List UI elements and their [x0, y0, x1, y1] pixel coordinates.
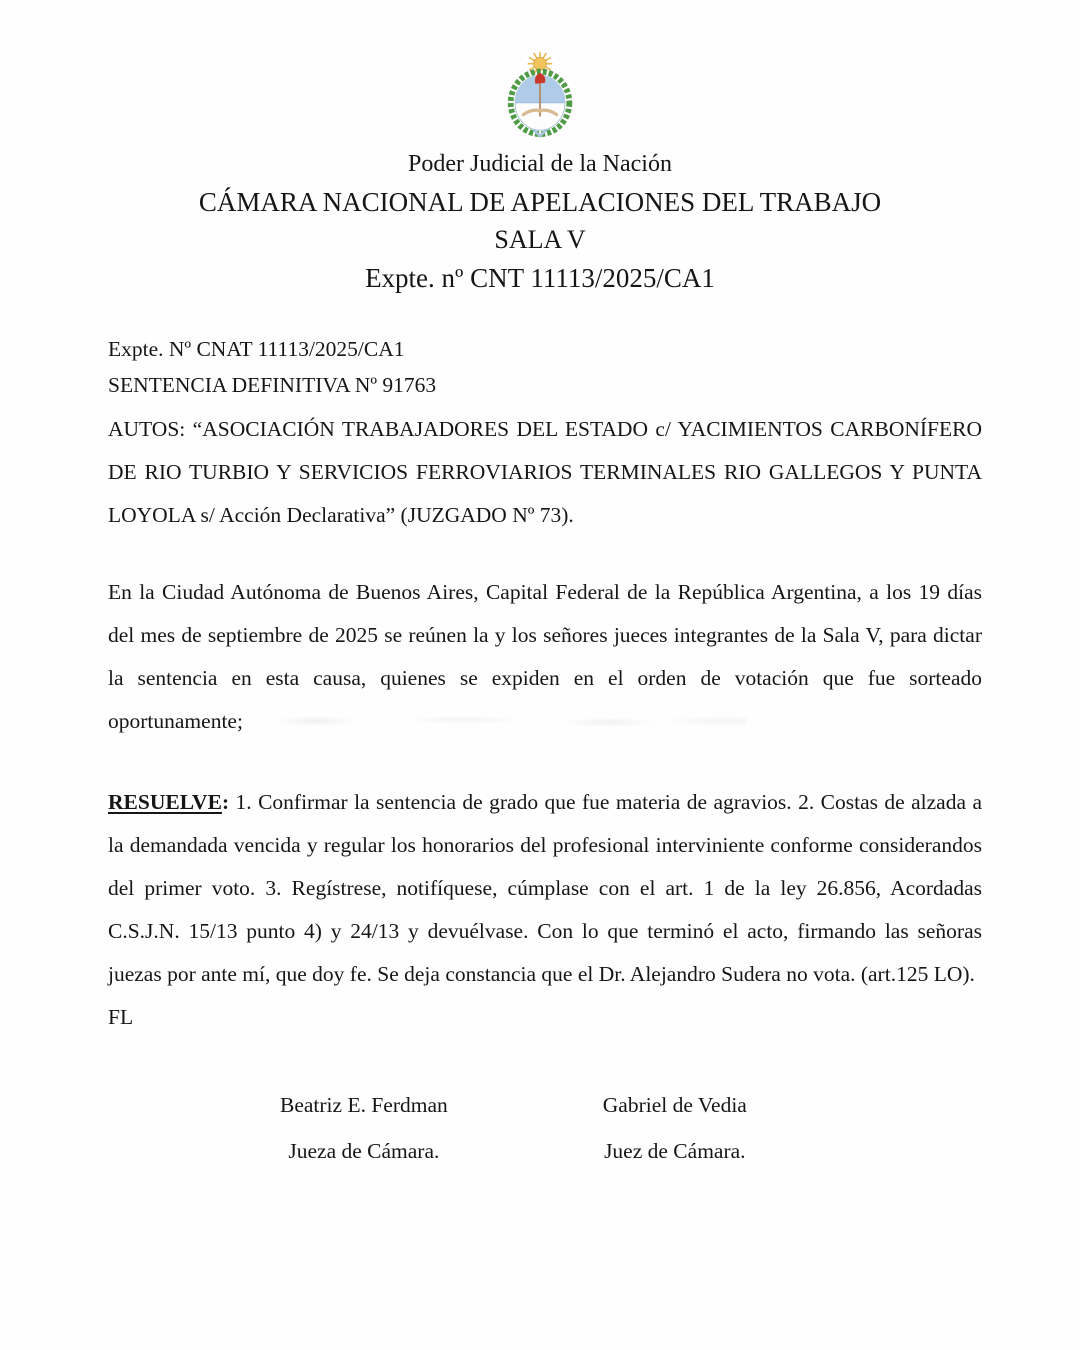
clerk-initials: FL [108, 1005, 134, 1029]
judge-title: Juez de Cámara. [604, 1139, 746, 1163]
header-court-name: CÁMARA NACIONAL DE APELACIONES DEL TRABAJO [198, 187, 882, 217]
paragraph-intro [108, 571, 982, 743]
header-expediente: Expte. nº CNT 11113/2025/CA1 [365, 263, 715, 293]
header-institution: Poder Judicial de la Nación [408, 151, 672, 177]
resuelve-colon: : [221, 790, 230, 814]
header-chamber: SALA V [494, 225, 586, 254]
case-expediente: Expte. Nº CNAT 11113/2025/CA1 [108, 337, 405, 361]
signature-right [603, 1091, 747, 1165]
case-autos-caption: AUTOS: “ASOCIACIÓN TRABAJADORES DEL ESTADO c/ YACIMIENTOS CARBONÍFERO DE RIO TURBIO Y SERVICIOS FERROVIARIOS TERMINALES RIO GALLEGOS Y PUNTA LOYOLA s/ Acción Declarativa” (JUZGADO Nº 73). [108, 417, 982, 527]
paragraph-intro-text: En la Ciudad Autónoma de Buenos Aires, Capital Federal de la República Argentina, a los 19 días del mes de septiembre de 2025 se reúnen la y los señores jueces integrantes de la Sala V, para dictar la sentencia en esta causa, quienes se expiden en el orden de votación que fue sorteado oportunamente; [108, 580, 982, 733]
resuelve-text: 1. Confirmar la sentencia de grado que fue materia de agravios. 2. Costas de alzada a la demandada vencida y regular los honorarios del profesional interviniente conforme considerandos del primer voto. 3. Regístrese, notifíquese, cúmplase con el art. 1 de la ley 26.856, Acordadas C.S.J.N. 15/13 punto 4) y 24/13 y devuélvase. Con lo que terminó el acto, firmando las señoras juezas por ante mí, que doy fe. Se deja constancia que el Dr. Alejandro Sudera no vota. (art.125 LO). [108, 790, 982, 986]
paragraph-resuelve [108, 781, 982, 996]
judge-name: Beatriz E. Ferdman [280, 1093, 448, 1117]
judge-name: Gabriel de Vedia [602, 1093, 747, 1117]
judge-title: Jueza de Cámara. [288, 1139, 440, 1163]
case-sentencia-number: SENTENCIA DEFINITIVA Nº 91763 [108, 373, 437, 397]
signature-block [108, 1091, 982, 1165]
signature-left [280, 1091, 448, 1165]
hands-knot-icon [537, 108, 543, 112]
document-body [108, 331, 982, 1165]
document-header [0, 0, 1080, 297]
erased-text-smudge [257, 714, 747, 728]
resuelve-label: RESUELVE [108, 790, 222, 814]
sun-icon [534, 57, 547, 70]
argentina-coat-of-arms-icon [485, 52, 595, 138]
